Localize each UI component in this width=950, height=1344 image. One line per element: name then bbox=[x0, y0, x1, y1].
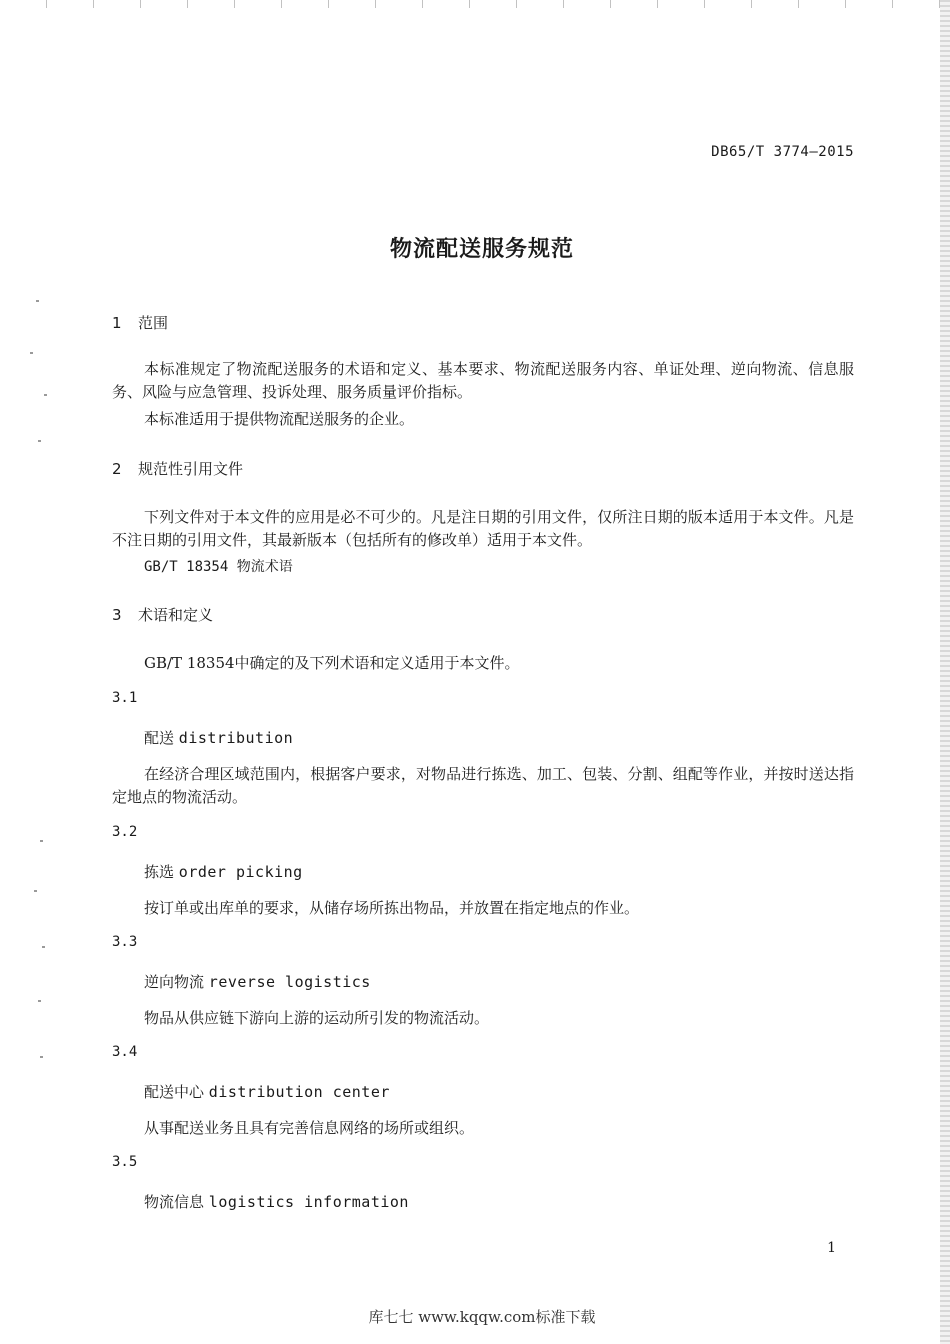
term-name-en: logistics information bbox=[208, 1193, 409, 1211]
paragraph-references-intro: 下列文件对于本文件的应用是必不可少的。凡是注日期的引用文件，仅所注日期的版本适用于本文件。凡是不注日期的引用文件，其最新版本（包括所有的修改单）适用于本文件。 bbox=[112, 508, 854, 549]
term-definition: 从事配送业务且具有完善信息网络的场所或组织。 bbox=[144, 1119, 475, 1137]
term-number: 3.3 bbox=[112, 934, 138, 950]
term-name bbox=[144, 727, 293, 748]
paragraph-terms-intro: GB/T 18354中确定的及下列术语和定义适用于本文件。 bbox=[144, 654, 520, 672]
scan-binding-edge bbox=[940, 0, 950, 1344]
term-definition: 在经济合理区域范围内，根据客户要求，对物品进行拣选、加工、包装、分割、组配等作业，并按时送达指定地点的物流活动。 bbox=[112, 765, 854, 806]
reference-item: GB/T 18354 物流术语 bbox=[144, 559, 293, 575]
term-number: 3.5 bbox=[112, 1154, 138, 1170]
section-number: 3 bbox=[112, 606, 122, 624]
section-title: 规范性引用文件 bbox=[138, 460, 244, 478]
term-name-cn: 配送 bbox=[144, 729, 175, 747]
term-number: 3.1 bbox=[112, 690, 138, 706]
term-definition: 按订单或出库单的要求，从储存场所拣出物品，并放置在指定地点的作业。 bbox=[144, 899, 640, 917]
term-name bbox=[144, 1191, 409, 1212]
term-number: 3.2 bbox=[112, 824, 138, 840]
section-number: 2 bbox=[112, 460, 122, 478]
section-heading-terms bbox=[112, 604, 213, 625]
term-name-en: reverse logistics bbox=[208, 973, 371, 991]
term-name-cn: 逆向物流 bbox=[144, 973, 205, 991]
term-definition: 物品从供应链下游向上游的运动所引发的物流活动。 bbox=[144, 1009, 490, 1027]
download-watermark: 库七七 www.kqqw.com标准下载 bbox=[368, 1308, 596, 1326]
term-number: 3.4 bbox=[112, 1044, 138, 1060]
term-name bbox=[144, 1081, 390, 1102]
term-name bbox=[144, 971, 371, 992]
paragraph-scope-content: 本标准规定了物流配送服务的术语和定义、基本要求、物流配送服务内容、单证处理、逆向物流、信息服务、风险与应急管理、投诉处理、服务质量评价指标。 bbox=[112, 360, 854, 401]
page-number: 1 bbox=[827, 1240, 836, 1256]
section-title: 术语和定义 bbox=[138, 606, 214, 624]
term-name-cn: 拣选 bbox=[144, 863, 175, 881]
section-heading-scope bbox=[112, 312, 168, 333]
section-title: 范围 bbox=[138, 314, 169, 332]
scan-top-edge bbox=[0, 0, 940, 8]
term-name-en: order picking bbox=[178, 863, 303, 881]
section-heading-normative-references bbox=[112, 458, 243, 479]
term-name-cn: 配送中心 bbox=[144, 1083, 205, 1101]
term-name-en: distribution center bbox=[208, 1083, 390, 1101]
document-code: DB65/T 3774—2015 bbox=[711, 144, 854, 160]
paragraph-scope-applicability: 本标准适用于提供物流配送服务的企业。 bbox=[144, 410, 415, 428]
term-name-en: distribution bbox=[178, 729, 294, 747]
document-title: 物流配送服务规范 bbox=[389, 237, 574, 262]
section-number: 1 bbox=[112, 314, 122, 332]
term-name-cn: 物流信息 bbox=[144, 1193, 205, 1211]
term-name bbox=[144, 861, 303, 882]
